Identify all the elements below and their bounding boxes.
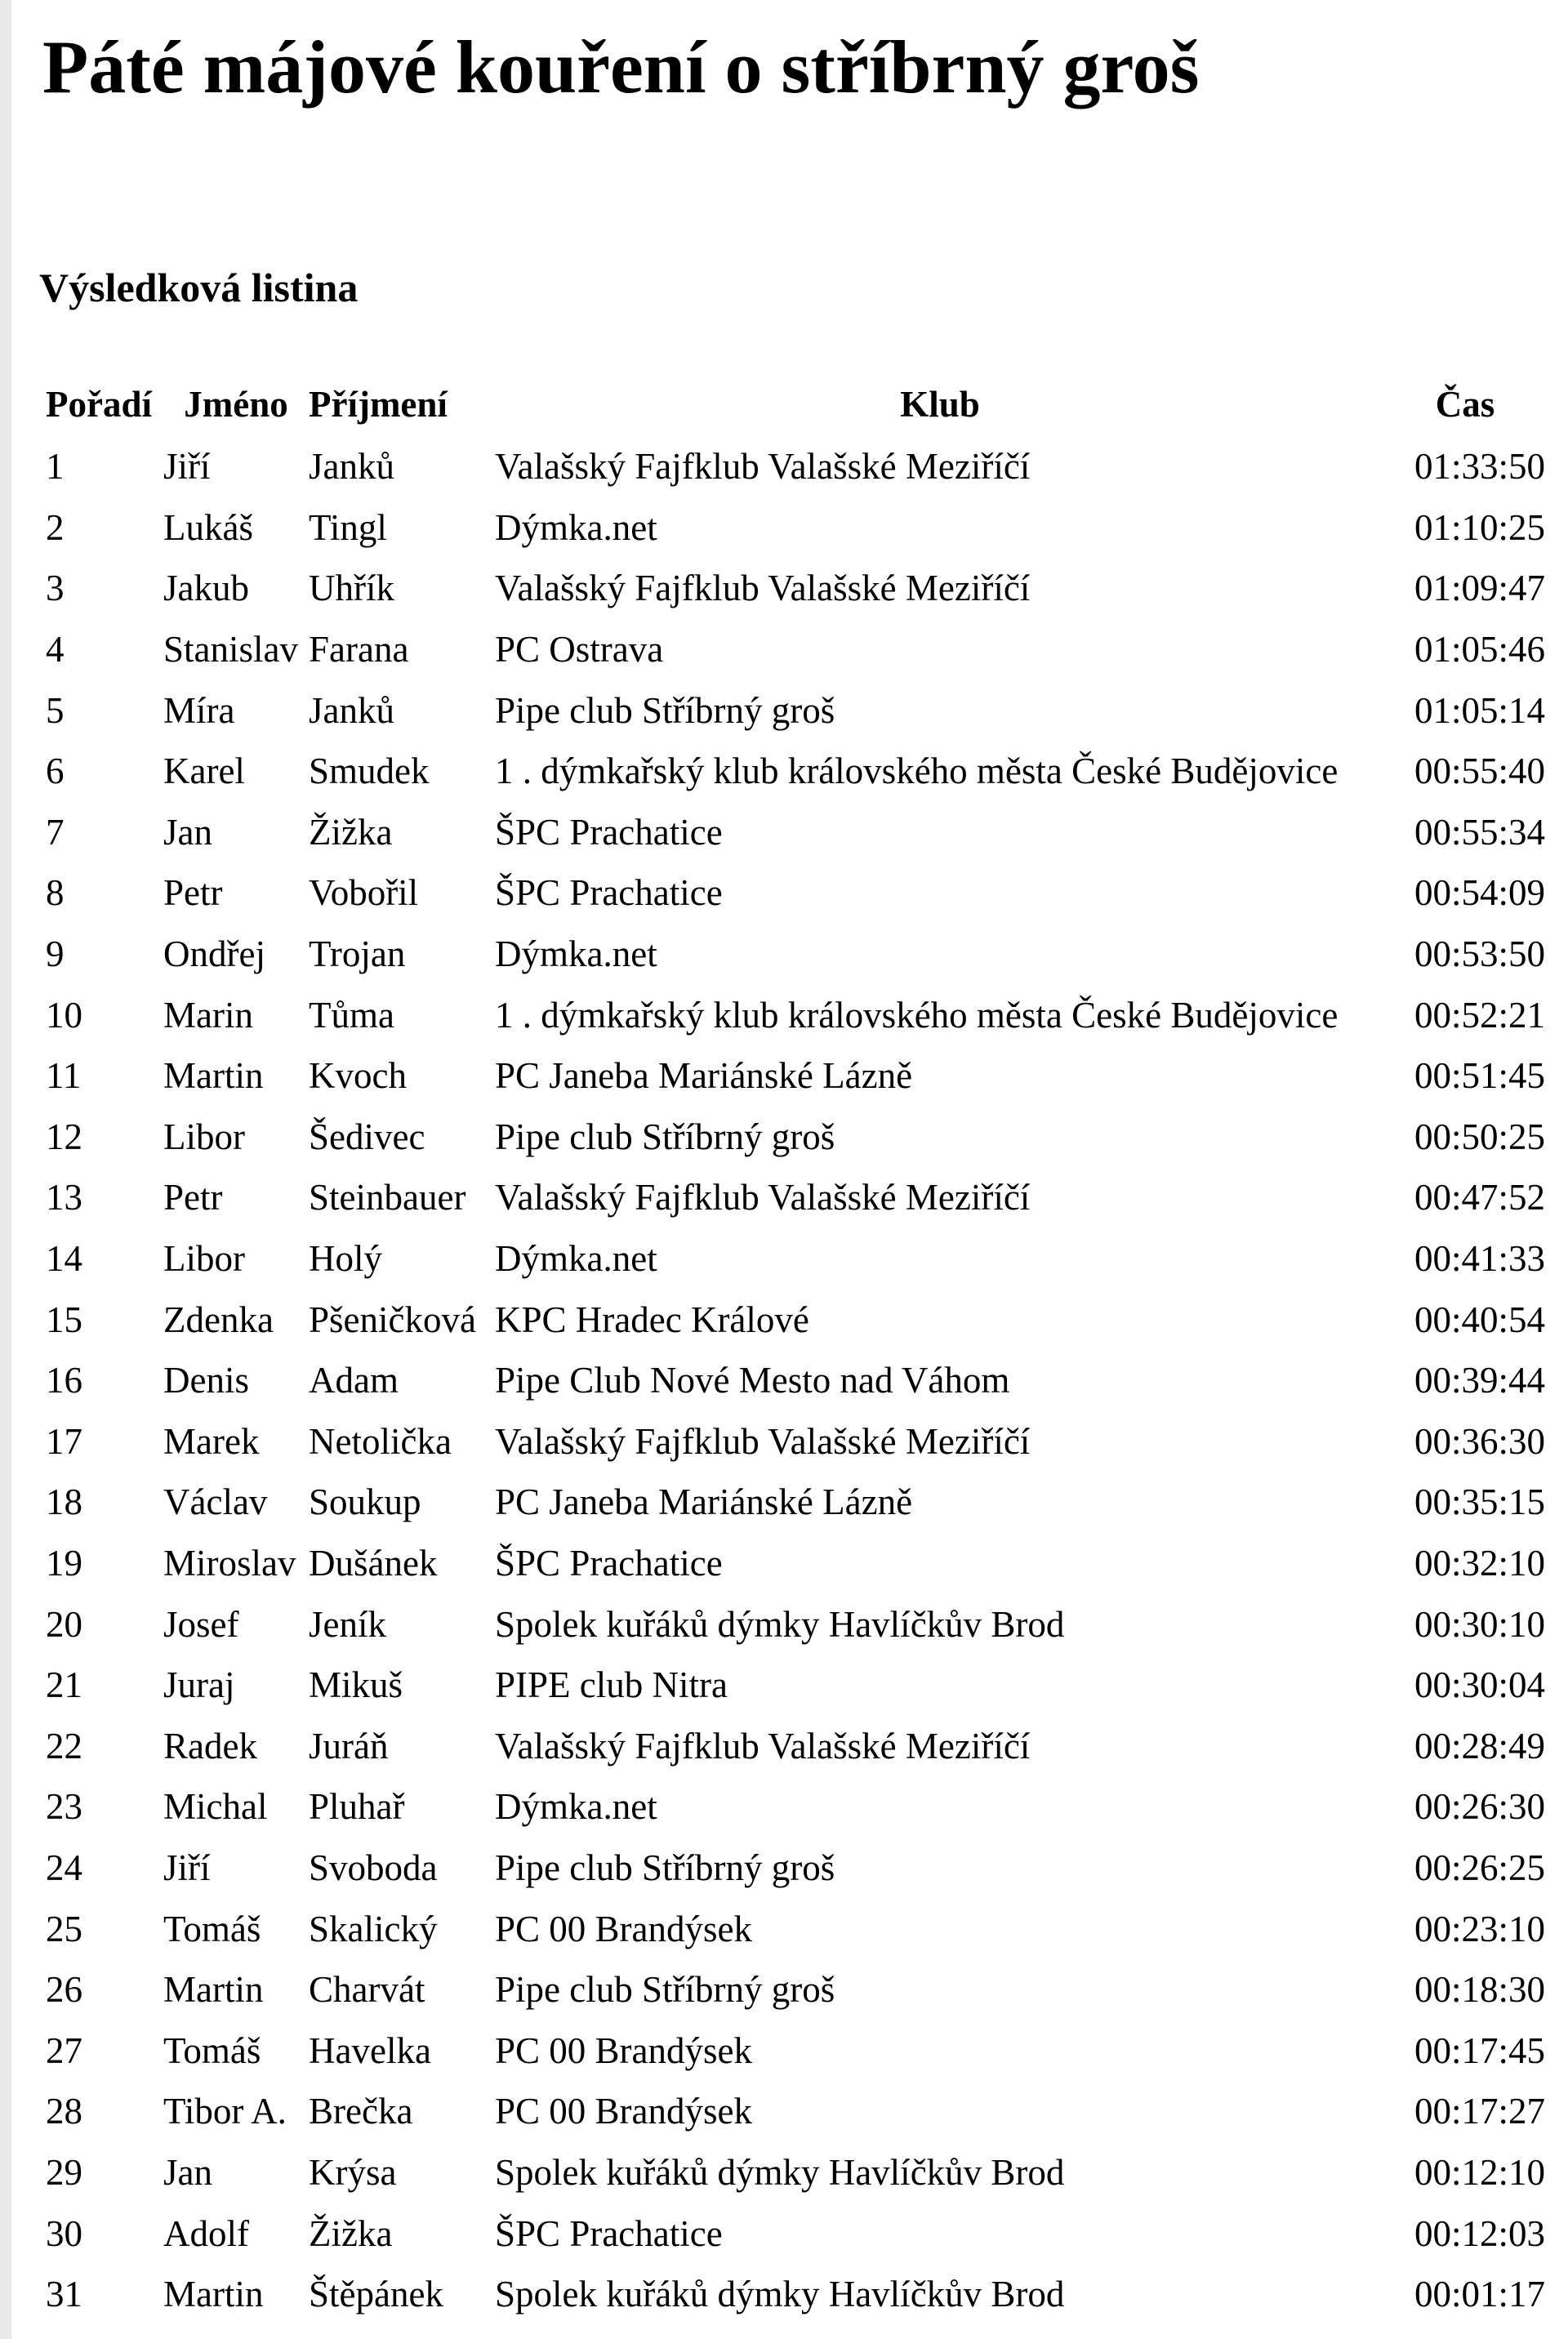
- cell-rank: 19: [46, 1542, 82, 1584]
- cell-club: 1 . dýmkařský klub královského města České Budějovice: [495, 994, 1339, 1036]
- cell-rank: 12: [46, 1116, 82, 1157]
- cell-rank: 21: [46, 1664, 82, 1706]
- cell-first-name: Jiří: [163, 1847, 211, 1888]
- table-row: [46, 1593, 1545, 1655]
- cell-club: Valašský Fajfklub Valašské Meziříčí: [495, 1725, 1031, 1767]
- cell-first-name: Martin: [163, 1969, 264, 2011]
- cell-club: Pipe club Stříbrný groš: [495, 1847, 835, 1888]
- cell-time: 00:35:15: [1414, 1481, 1545, 1523]
- cell-club: Spolek kuřáků dýmky Havlíčkův Brod: [495, 1603, 1065, 1645]
- cell-club: Valašský Fajfklub Valašské Meziříčí: [495, 568, 1031, 609]
- document-title: Páté májové kouření o stříbrný groš: [42, 25, 1200, 109]
- cell-club: Pipe club Stříbrný groš: [495, 1969, 835, 2011]
- cell-first-name: Petr: [163, 1177, 223, 1219]
- table-row: [46, 2020, 1545, 2081]
- page-left-margin: [0, 0, 11, 2339]
- cell-club: ŠPC Prachatice: [495, 811, 723, 853]
- header-time: Čas: [1435, 384, 1495, 425]
- cell-club: Dýmka.net: [495, 933, 657, 975]
- cell-last-name: Skalický: [309, 1908, 438, 1949]
- table-row: [46, 558, 1545, 619]
- cell-last-name: Netolička: [309, 1420, 452, 1462]
- table-row: [46, 436, 1545, 497]
- cell-club: Valašský Fajfklub Valašské Meziříčí: [495, 1420, 1031, 1462]
- table-row: [46, 984, 1545, 1045]
- cell-first-name: Zdenka: [163, 1299, 274, 1340]
- table-row: [46, 2264, 1545, 2325]
- cell-rank: 2: [46, 506, 65, 548]
- table-row: [46, 679, 1545, 741]
- cell-rank: 11: [46, 1055, 82, 1097]
- cell-last-name: Svoboda: [309, 1847, 438, 1888]
- cell-rank: 17: [46, 1420, 82, 1462]
- cell-rank: 14: [46, 1238, 82, 1280]
- header-last-name: Příjmení: [309, 384, 448, 425]
- table-row: [46, 1776, 1545, 1838]
- cell-club: PC 00 Brandýsek: [495, 1908, 752, 1949]
- results-heading: Výsledková listina: [39, 265, 359, 310]
- results-table: [46, 372, 1545, 2324]
- header-club: Klub: [900, 384, 980, 425]
- cell-rank: 1: [46, 446, 65, 488]
- cell-first-name: Marin: [163, 994, 253, 1036]
- table-row: [46, 802, 1545, 863]
- cell-first-name: Tibor A.: [163, 2091, 287, 2132]
- cell-last-name: Šedivec: [309, 1116, 425, 1157]
- cell-club: 1 . dýmkařský klub královského města České Budějovice: [495, 751, 1339, 792]
- cell-first-name: Míra: [163, 689, 235, 731]
- table-header-row: [46, 372, 1545, 436]
- cell-club: ŠPC Prachatice: [495, 872, 723, 914]
- table-row: [46, 1898, 1545, 1959]
- cell-time: 00:17:27: [1414, 2091, 1545, 2132]
- cell-rank: 5: [46, 689, 65, 731]
- cell-first-name: Adolf: [163, 2212, 249, 2254]
- cell-first-name: Martin: [163, 2274, 264, 2315]
- cell-club: PIPE club Nitra: [495, 1664, 728, 1706]
- cell-time: 01:05:14: [1414, 689, 1545, 731]
- cell-last-name: Jeník: [309, 1603, 386, 1645]
- cell-first-name: Juraj: [163, 1664, 235, 1706]
- cell-last-name: Žižka: [309, 811, 393, 853]
- table-row: [46, 619, 1545, 680]
- cell-first-name: Denis: [163, 1360, 249, 1401]
- cell-rank: 27: [46, 2029, 82, 2071]
- cell-time: 00:39:44: [1414, 1360, 1545, 1401]
- cell-club: PC 00 Brandýsek: [495, 2091, 752, 2132]
- cell-club: KPC Hradec Králové: [495, 1299, 809, 1340]
- cell-club: PC 00 Brandýsek: [495, 2029, 752, 2071]
- cell-last-name: Havelka: [309, 2029, 431, 2071]
- table-row: [46, 1045, 1545, 1107]
- cell-rank: 3: [46, 568, 65, 609]
- table-row: [46, 1167, 1545, 1228]
- table-row: [46, 1350, 1545, 1411]
- cell-last-name: Pluhař: [309, 1786, 405, 1828]
- cell-last-name: Janků: [309, 446, 394, 488]
- cell-time: 00:54:09: [1414, 872, 1545, 914]
- cell-club: PC Janeba Mariánské Lázně: [495, 1481, 913, 1523]
- table-row: [46, 1655, 1545, 1716]
- table-row: [46, 2081, 1545, 2142]
- cell-last-name: Uhřík: [309, 568, 394, 609]
- cell-rank: 4: [46, 629, 65, 671]
- cell-last-name: Vobořil: [309, 872, 419, 914]
- cell-last-name: Soukup: [309, 1481, 421, 1523]
- cell-time: 00:40:54: [1414, 1299, 1545, 1340]
- cell-time: 01:10:25: [1414, 506, 1545, 548]
- cell-time: 00:55:40: [1414, 751, 1545, 792]
- cell-rank: 15: [46, 1299, 82, 1340]
- cell-club: Spolek kuřáků dýmky Havlíčkův Brod: [495, 2274, 1065, 2315]
- cell-first-name: Libor: [163, 1116, 245, 1157]
- cell-time: 00:26:25: [1414, 1847, 1545, 1888]
- cell-time: 00:36:30: [1414, 1420, 1545, 1462]
- cell-last-name: Mikuš: [309, 1664, 403, 1706]
- cell-time: 00:26:30: [1414, 1786, 1545, 1828]
- cell-time: 00:17:45: [1414, 2029, 1545, 2071]
- cell-club: ŠPC Prachatice: [495, 2212, 723, 2254]
- table-row: [46, 1838, 1545, 1899]
- cell-rank: 28: [46, 2091, 82, 2132]
- cell-time: 00:52:21: [1414, 994, 1545, 1036]
- cell-first-name: Josef: [163, 1603, 239, 1645]
- cell-first-name: Miroslav: [163, 1542, 296, 1584]
- cell-first-name: Václav: [163, 1481, 268, 1523]
- cell-time: 01:33:50: [1414, 446, 1545, 488]
- cell-time: 00:12:03: [1414, 2212, 1545, 2254]
- cell-rank: 25: [46, 1908, 82, 1949]
- cell-time: 01:09:47: [1414, 568, 1545, 609]
- table-row: [46, 2203, 1545, 2264]
- cell-first-name: Petr: [163, 872, 223, 914]
- cell-first-name: Tomáš: [163, 2029, 261, 2071]
- cell-club: Valašský Fajfklub Valašské Meziříčí: [495, 446, 1031, 488]
- cell-rank: 9: [46, 933, 65, 975]
- table-row: [46, 1411, 1545, 1472]
- cell-club: Valašský Fajfklub Valašské Meziříčí: [495, 1177, 1031, 1219]
- cell-last-name: Tůma: [309, 994, 394, 1036]
- cell-club: PC Ostrava: [495, 629, 664, 671]
- cell-rank: 30: [46, 2212, 82, 2254]
- table-row: [46, 2142, 1545, 2203]
- cell-first-name: Tomáš: [163, 1908, 261, 1949]
- table-row: [46, 1715, 1545, 1776]
- cell-first-name: Michal: [163, 1786, 268, 1828]
- results-document: [11, 0, 1568, 2339]
- table-row: [46, 1289, 1545, 1350]
- cell-last-name: Žižka: [309, 2212, 393, 2254]
- cell-last-name: Trojan: [309, 933, 406, 975]
- cell-club: ŠPC Prachatice: [495, 1542, 723, 1584]
- cell-first-name: Stanislav: [163, 629, 298, 671]
- cell-last-name: Juráň: [309, 1725, 389, 1767]
- cell-last-name: Tingl: [309, 506, 387, 548]
- cell-time: 00:32:10: [1414, 1542, 1545, 1584]
- cell-time: 00:18:30: [1414, 1969, 1545, 2011]
- cell-last-name: Pšeničková: [309, 1299, 476, 1340]
- cell-last-name: Farana: [309, 629, 409, 671]
- cell-rank: 26: [46, 1969, 82, 2011]
- cell-first-name: Radek: [163, 1725, 257, 1767]
- cell-rank: 13: [46, 1177, 82, 1219]
- cell-last-name: Smudek: [309, 751, 430, 792]
- cell-rank: 18: [46, 1481, 82, 1523]
- table-row: [46, 1472, 1545, 1533]
- cell-first-name: Jan: [163, 811, 212, 853]
- cell-time: 00:28:49: [1414, 1725, 1545, 1767]
- cell-rank: 6: [46, 751, 65, 792]
- cell-rank: 20: [46, 1603, 82, 1645]
- table-row: [46, 497, 1545, 559]
- cell-club: Pipe club Stříbrný groš: [495, 1116, 835, 1157]
- cell-rank: 22: [46, 1725, 82, 1767]
- cell-club: Dýmka.net: [495, 506, 657, 548]
- cell-rank: 23: [46, 1786, 82, 1828]
- cell-club: Dýmka.net: [495, 1786, 657, 1828]
- cell-time: 00:12:10: [1414, 2151, 1545, 2193]
- cell-rank: 7: [46, 811, 65, 853]
- cell-last-name: Charvát: [309, 1969, 425, 2011]
- cell-last-name: Brečka: [309, 2091, 413, 2132]
- cell-first-name: Marek: [163, 1420, 260, 1462]
- cell-club: Spolek kuřáků dýmky Havlíčkův Brod: [495, 2151, 1065, 2193]
- cell-rank: 10: [46, 994, 82, 1036]
- cell-club: Dýmka.net: [495, 1238, 657, 1280]
- cell-last-name: Kvoch: [309, 1055, 407, 1097]
- cell-last-name: Krýsa: [309, 2151, 397, 2193]
- cell-first-name: Jakub: [163, 568, 249, 609]
- cell-club: PC Janeba Mariánské Lázně: [495, 1055, 913, 1097]
- cell-first-name: Martin: [163, 1055, 264, 1097]
- cell-first-name: Ondřej: [163, 933, 265, 975]
- cell-club: Pipe Club Nové Mesto nad Váhom: [495, 1360, 1010, 1401]
- table-row: [46, 741, 1545, 802]
- header-first-name: Jméno: [184, 384, 288, 425]
- cell-first-name: Jan: [163, 2151, 212, 2193]
- cell-time: 00:30:04: [1414, 1664, 1545, 1706]
- table-row: [46, 1107, 1545, 1168]
- table-row: [46, 862, 1545, 924]
- cell-time: 00:30:10: [1414, 1603, 1545, 1645]
- table-row: [46, 1959, 1545, 2020]
- table-row: [46, 1533, 1545, 1594]
- cell-time: 01:05:46: [1414, 629, 1545, 671]
- cell-first-name: Jiří: [163, 446, 211, 488]
- results-table-body: [46, 436, 1545, 2324]
- cell-first-name: Lukáš: [163, 506, 253, 548]
- table-row: [46, 924, 1545, 985]
- cell-first-name: Karel: [163, 751, 245, 792]
- cell-time: 00:41:33: [1414, 1238, 1545, 1280]
- cell-time: 00:47:52: [1414, 1177, 1545, 1219]
- cell-club: Pipe club Stříbrný groš: [495, 689, 835, 731]
- cell-last-name: Steinbauer: [309, 1177, 466, 1219]
- cell-rank: 24: [46, 1847, 82, 1888]
- header-rank: Pořadí: [46, 384, 152, 425]
- cell-rank: 29: [46, 2151, 82, 2193]
- cell-last-name: Holý: [309, 1238, 382, 1280]
- cell-time: 00:51:45: [1414, 1055, 1545, 1097]
- cell-time: 00:50:25: [1414, 1116, 1545, 1157]
- table-row: [46, 1228, 1545, 1290]
- cell-rank: 31: [46, 2274, 82, 2315]
- cell-time: 00:01:17: [1414, 2274, 1545, 2315]
- cell-last-name: Adam: [309, 1360, 399, 1401]
- cell-last-name: Janků: [309, 689, 394, 731]
- cell-time: 00:53:50: [1414, 933, 1545, 975]
- cell-last-name: Štěpánek: [309, 2274, 443, 2315]
- cell-last-name: Dušánek: [309, 1542, 438, 1584]
- cell-time: 00:55:34: [1414, 811, 1545, 853]
- cell-first-name: Libor: [163, 1238, 245, 1280]
- cell-time: 00:23:10: [1414, 1908, 1545, 1949]
- cell-rank: 16: [46, 1360, 82, 1401]
- cell-rank: 8: [46, 872, 65, 914]
